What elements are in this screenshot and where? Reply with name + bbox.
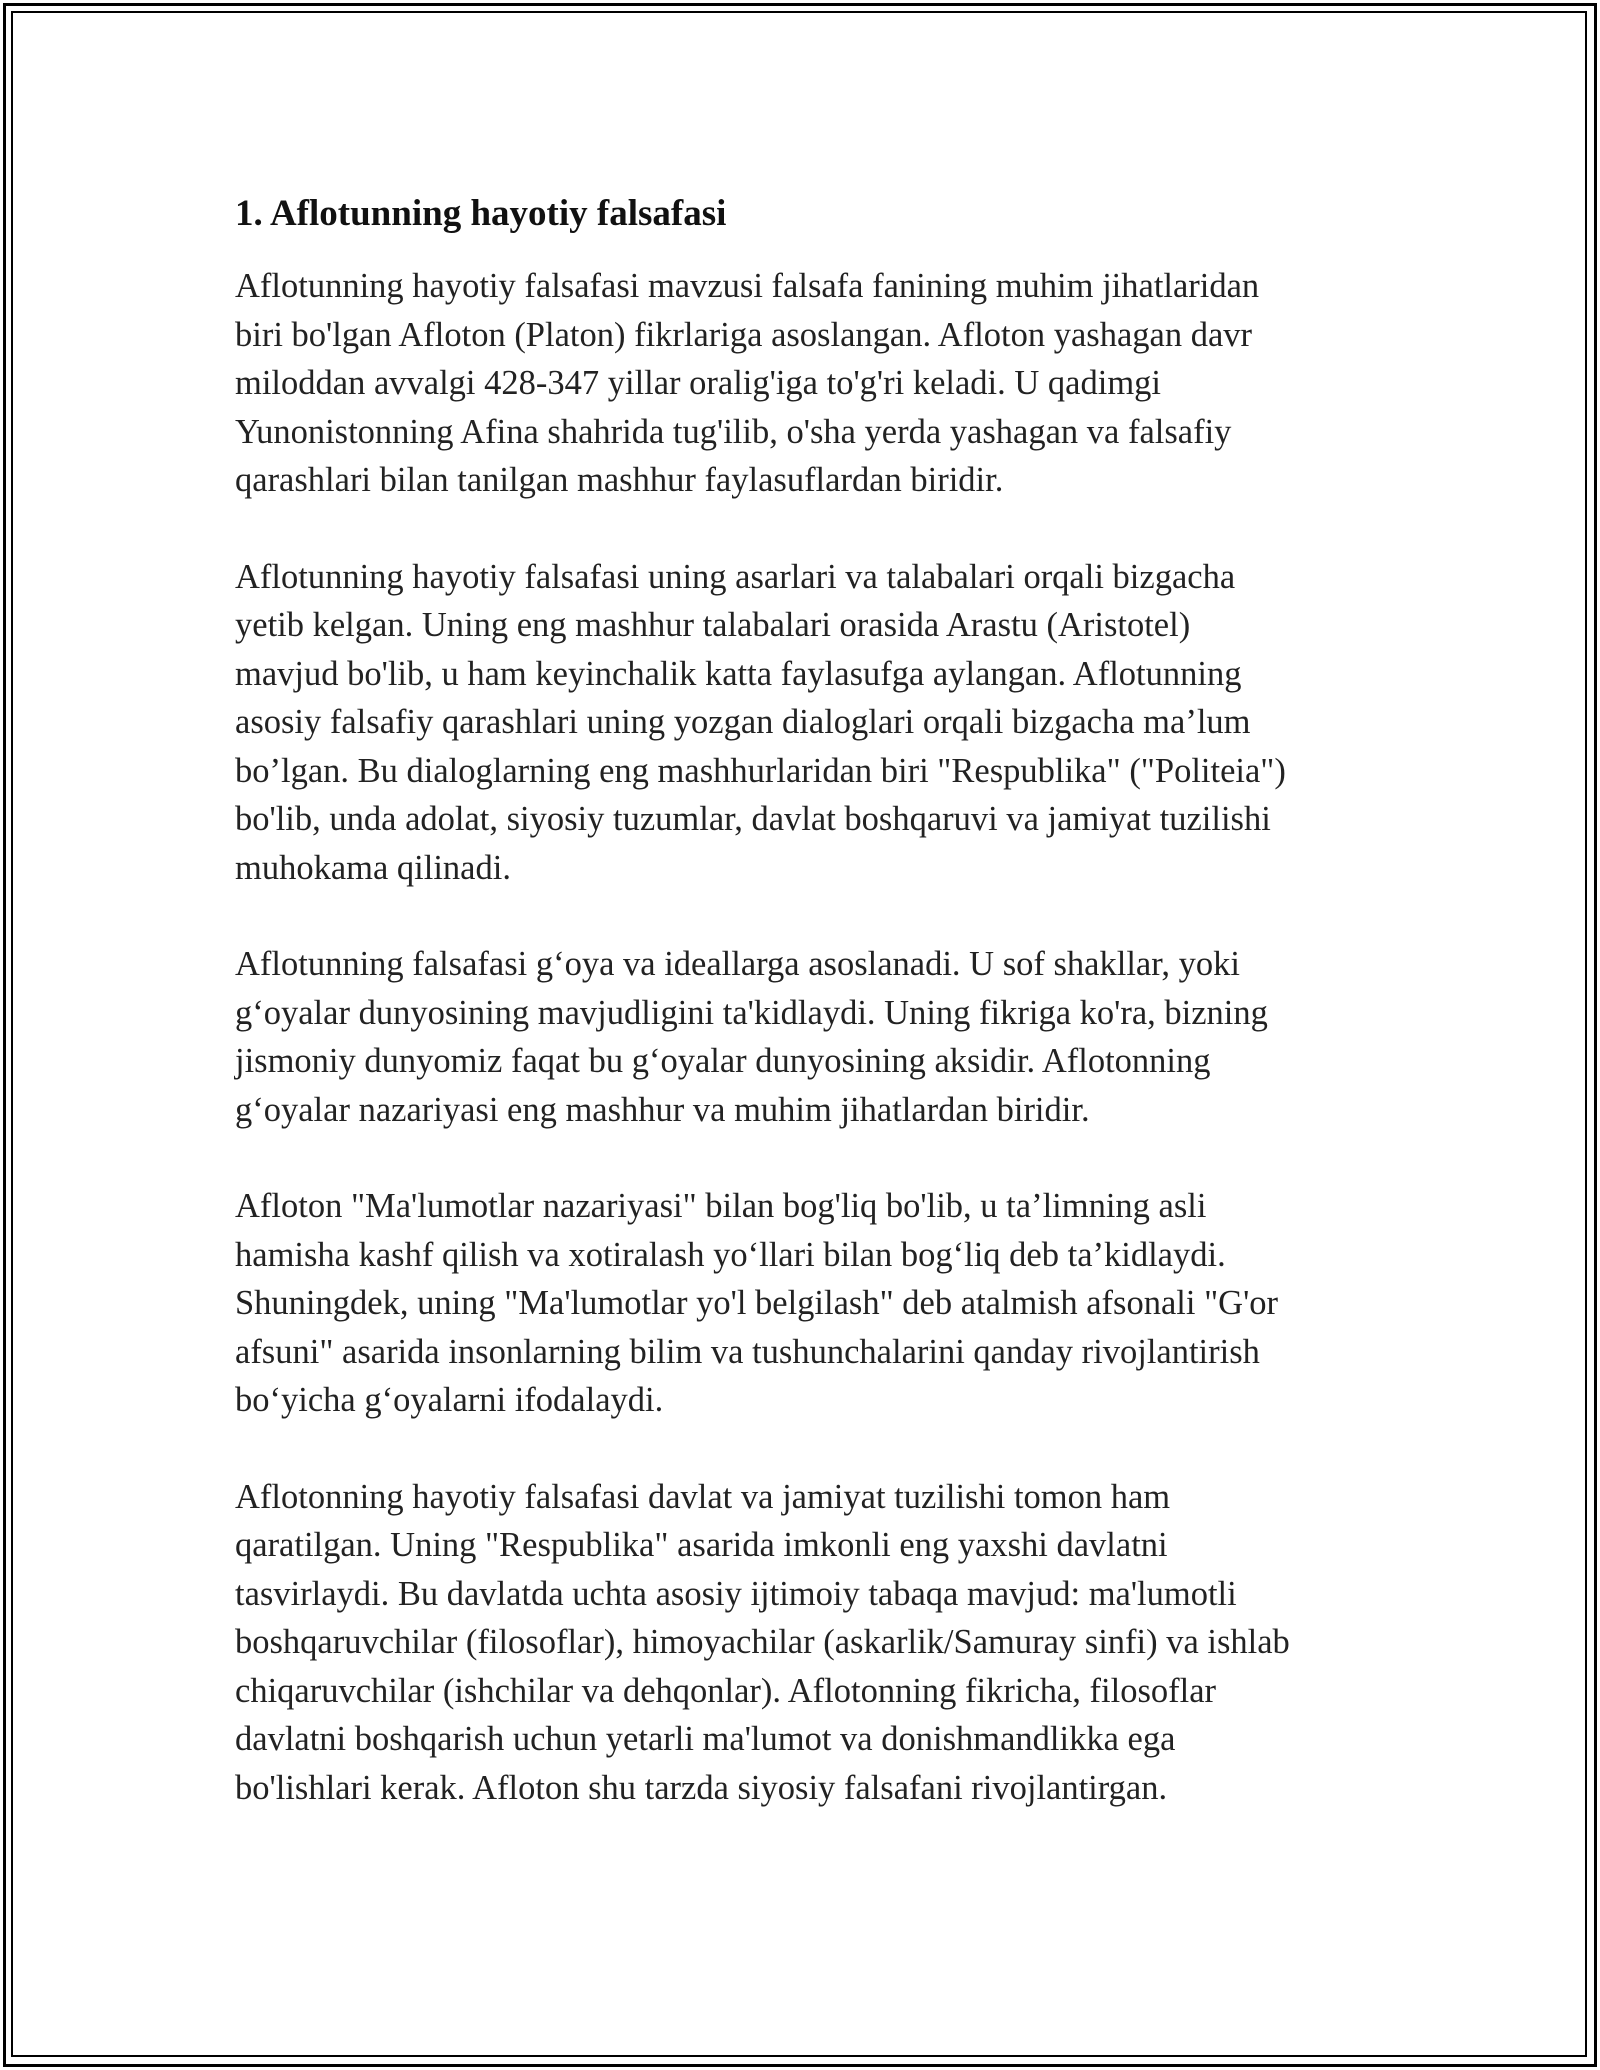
- section-heading: 1. Aflotunning hayotiy falsafasi: [235, 193, 727, 234]
- paragraph-3: Aflotunning falsafasi g‘oya va ideallarga asoslanadi. U sof shakllar, yoki g‘oyalar dunyosining mavjudligini ta'kidlaydi. Uning fikriga ko'ra, bizning jismoniy dunyomiz faqat bu g‘oyalar dunyosining aksidir. Aflotonning g‘oyalar nazariyasi eng mashhur va muhim jihatlardan biridir.: [235, 945, 1268, 1129]
- paragraph-1: Aflotunning hayotiy falsafasi mavzusi falsafa fanining muhim jihatlaridan biri bo'lgan Afloton (Platon) fikrlariga asoslangan. Afloton yashagan davr miloddan avvalgi 428-347 yillar oralig'iga to'g'ri keladi. U qadimgi Yunonistonning Afina shahrida tug'ilib, o'sha yerda yashagan va falsafiy qarashlari bilan tanilgan mashhur faylasuflardan biridir.: [235, 267, 1260, 499]
- paragraph-2: Aflotunning hayotiy falsafasi uning asarlari va talabalari orqali bizgacha yetib kelgan. Uning eng mashhur talabalari orasida Arastu (Aristotel) mavjud bo'lib, u ham keyinchalik katta faylasufga aylangan. Aflotunning asosiy falsafiy qarashlari uning yozgan dialoglari orqali bizgacha ma’lum bo’lgan. Bu dialoglarning eng mashhurlaridan biri "Respublika" ("Politeia") bo'lib, unda adolat, siyosiy tuzumlar, davlat boshqaruvi va jamiyat tuzilishi muhokama qilinadi.: [235, 557, 1286, 887]
- paragraph-4: Afloton "Ma'lumotlar nazariyasi" bilan bog'liq bo'lib, u ta’limning asli hamisha kashf qilish va xotiralash yo‘llari bilan bog‘liq deb ta’kidlaydi. Shuningdek, uning "Ma'lumotlar yo'l belgilash" deb atalmish afsonali "G'or afsuni" asarida insonlarning bilim va tushunchalarini qanday rivojlantirish bo‘yicha g‘oyalarni ifodalaydi.: [235, 1187, 1279, 1419]
- document-body: [235, 186, 1375, 1860]
- paragraph-5: Aflotonning hayotiy falsafasi davlat va jamiyat tuzilishi tomon ham qaratilgan. Uning "Respublika" asarida imkonli eng yaxshi davlatni tasvirlaydi. Bu davlatda uchta asosiy ijtimoiy tabaqa mavjud: ma'lumotli boshqaruvchilar (filosoflar), himoyachilar (askarlik/Samuray sinfi) va ishlab chiqaruvchilar (ishchilar va dehqonlar). Aflotonning fikricha, filosoflar davlatni boshqarish uchun yetarli ma'lumot va donishmandlikka ega bo'lishlari kerak. Afloton shu tarzda siyosiy falsafani rivojlantirgan.: [235, 1477, 1290, 1807]
